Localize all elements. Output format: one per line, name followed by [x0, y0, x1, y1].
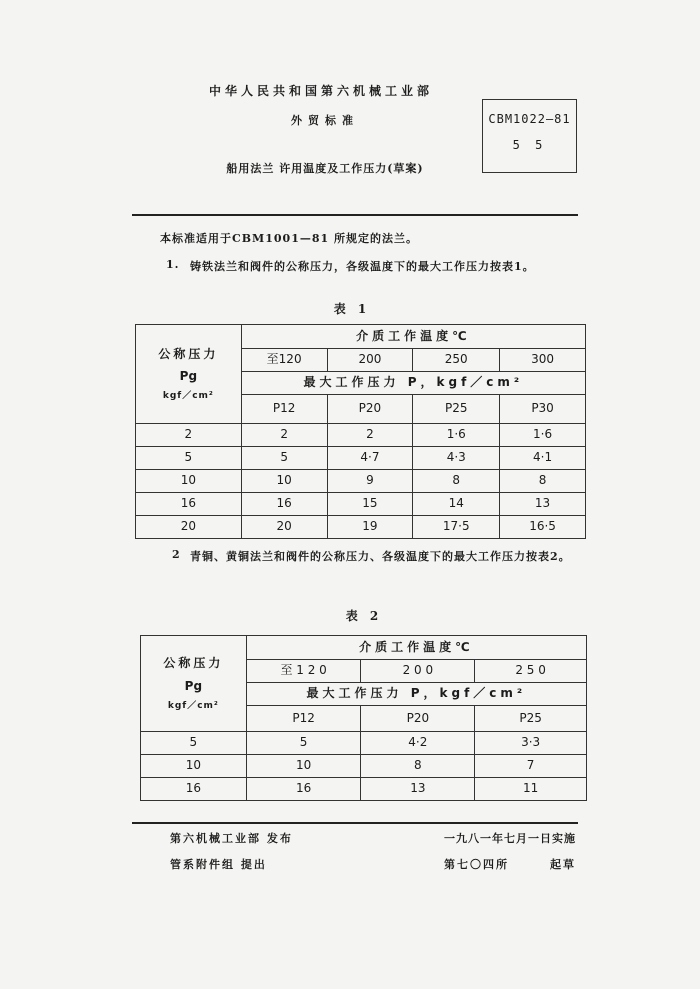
p-label: P12: [246, 706, 361, 732]
table-row: 10 10 8 7: [141, 755, 587, 778]
header-divider: [132, 214, 578, 216]
issuer: 第六机械工业部 发布: [170, 832, 293, 845]
p-label: P20: [361, 706, 475, 732]
footer-divider: [132, 822, 578, 824]
table-2: [140, 635, 587, 801]
table-row: 20 20 19 17·5 16·5: [136, 516, 586, 539]
max-pressure-header: 最大工作压力 P，kgf／cm²: [246, 683, 586, 706]
table-row: 16 16 13 11: [141, 778, 587, 801]
ministry-name: 中华人民共和国第六机械工业部: [208, 84, 433, 98]
table-1: [135, 324, 586, 539]
table-row: 5 5 4·7 4·3 4·1: [136, 447, 586, 470]
temperature-header: 介质工作温度℃: [246, 636, 586, 660]
drafter: 第七〇四所: [444, 858, 509, 871]
table-row: 16 16 15 14 13: [136, 493, 586, 516]
page-number: 5 5: [512, 138, 547, 152]
item-1-text: 铸铁法兰和阀件的公称压力，各级温度下的最大工作压力按表1。: [190, 260, 535, 273]
temp-col: 至120: [241, 349, 327, 372]
temp-col: 2 0 0: [361, 660, 475, 683]
max-pressure-header: 最大工作压力 P，kgf／cm²: [241, 372, 585, 395]
table-1-caption: 表 1: [333, 302, 371, 316]
drafter-role: 起草: [550, 858, 576, 871]
item-1-number: 1.: [166, 258, 180, 271]
table-2-caption: 表 2: [345, 609, 383, 623]
intro-paragraph: 本标准适用于CBM1001—81 所规定的法兰。: [160, 232, 418, 245]
p-label: P20: [327, 395, 413, 424]
item-2-number: 2: [172, 548, 181, 561]
p-label: P12: [241, 395, 327, 424]
item-2-text: 青铜、黄铜法兰和阀件的公称压力、各级温度下的最大工作压力按表2。: [190, 550, 571, 563]
standard-type: 外贸标准: [291, 114, 359, 127]
table-row: 10 10 9 8 8: [136, 470, 586, 493]
proposer: 管系附件组 提出: [170, 858, 267, 871]
temp-col: 300: [500, 349, 586, 372]
temp-col: 2 5 0: [475, 660, 587, 683]
table-row: 2 2 2 1·6 1·6: [136, 424, 586, 447]
standard-code: CBM1022—81: [488, 112, 571, 126]
effective-date: 一九八一年七月一日实施: [444, 832, 576, 845]
temp-col: 至 1 2 0: [246, 660, 361, 683]
p-label: P25: [475, 706, 587, 732]
nominal-pressure-label: 公称压力 Pg kgf／cm²: [136, 325, 242, 424]
table-row: 5 5 4·2 3·3: [141, 732, 587, 755]
temp-col: 250: [413, 349, 500, 372]
p-label: P30: [500, 395, 586, 424]
temp-col: 200: [327, 349, 413, 372]
p-label: P25: [413, 395, 500, 424]
document-title: 船用法兰 许用温度及工作压力(草案): [226, 162, 424, 175]
temperature-header: 介质工作温度℃: [241, 325, 585, 349]
standard-code-box: [482, 99, 577, 173]
nominal-pressure-label: 公称压力 Pg kgf／cm²: [141, 636, 247, 732]
